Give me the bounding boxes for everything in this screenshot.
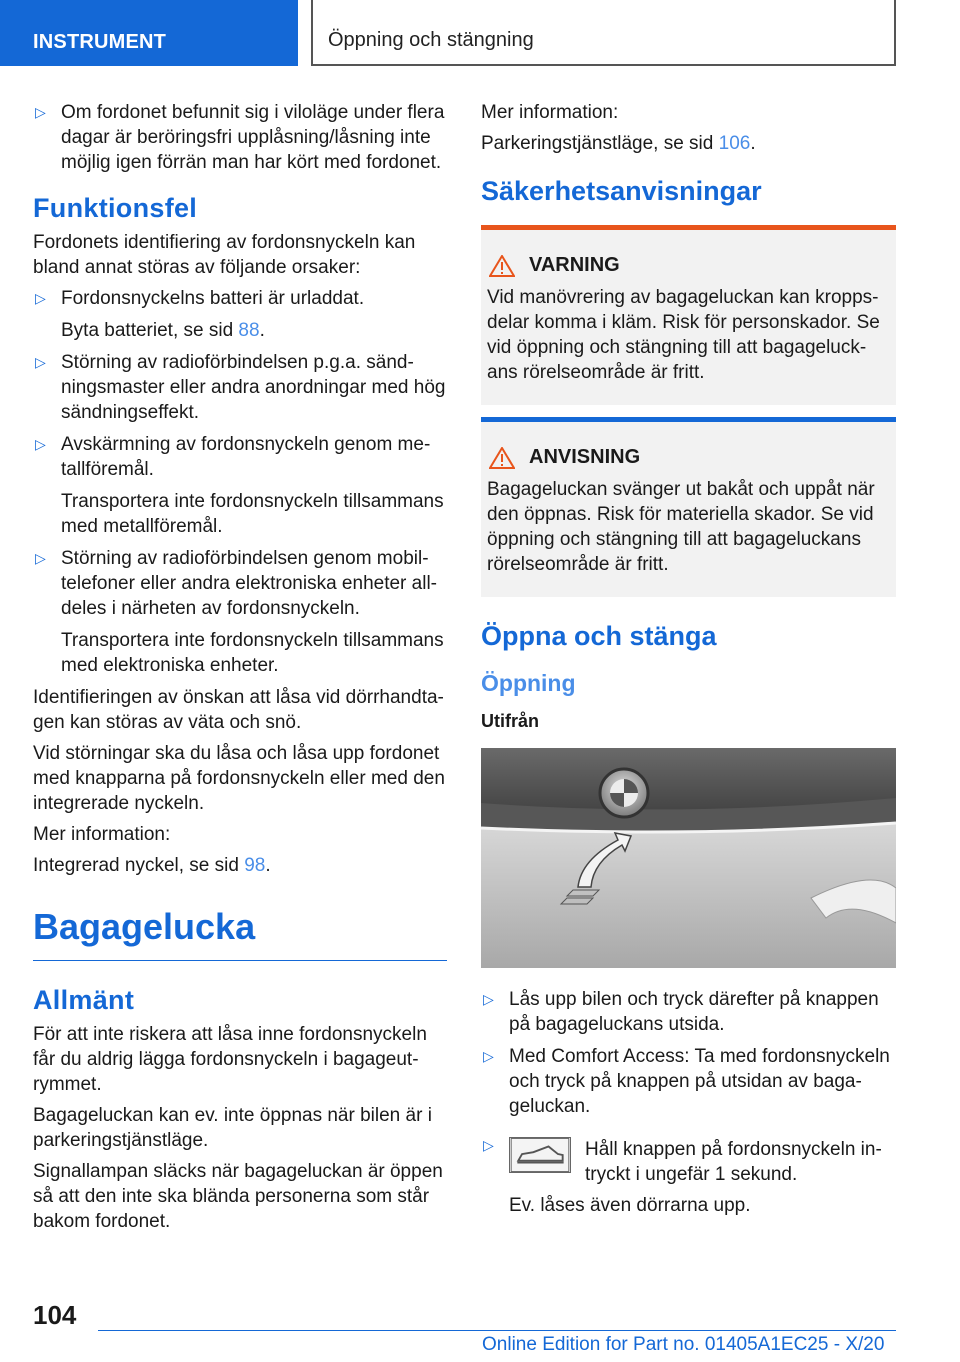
header-chapter-box <box>311 0 896 66</box>
list-item-text: Håll knappen på fordonsnyckeln intryckt i ungefär 1 sekund. <box>585 1139 882 1185</box>
page-number: 104 <box>33 1300 77 1330</box>
list-item: ▷ Störning av radioförbindelsen genom mobiltelefoner eller andra elektroniska enheter alldeles i närheten av fordonsnyckeln. <box>35 548 437 619</box>
heading-allmant: Allmänt <box>33 985 135 1015</box>
trunk-button-illustration <box>481 748 896 968</box>
notice-box <box>481 417 896 597</box>
heading-funktionsfel: Funktionsfel <box>33 193 198 223</box>
list-item-detail: Transportera inte fordonsnyckeln tillsammans med elektroniska enheter. <box>61 630 444 676</box>
list-item: ▷ Fordonsnyckelns batteri är urladdat. <box>35 288 365 309</box>
paragraph: Mer information: <box>33 824 171 845</box>
footer-edition: Online Edition for Part no. 01405A1EC25 - X/20 <box>482 1334 885 1355</box>
warning-triangle-icon <box>489 447 515 469</box>
triangle-right-icon: ▷ <box>483 1137 494 1153</box>
page-link-88[interactable]: 88 <box>238 320 260 341</box>
triangle-right-icon: ▷ <box>35 550 46 566</box>
paragraph: Parkeringstjänstläge, se sid 106. <box>481 133 756 154</box>
heading-open-close: Öppna och stänga <box>481 621 717 651</box>
paragraph: Signallampan släcks när bagageluckan är öppen så att den inte ska blända personerna som står bakom fordonet. <box>33 1161 443 1232</box>
warning-text: Vid manövrering av bagageluckan kan kroppsdelar komma i kläm. Risk för personskador. Se vid öppning och stängning till att bagageluckans rörelseområde är fritt. <box>487 287 880 383</box>
list-item-detail: Ev. låses även dörrarna upp. <box>509 1195 751 1216</box>
heading-safety: Säkerhetsanvisningar <box>481 176 762 206</box>
triangle-right-icon: ▷ <box>483 991 494 1007</box>
paragraph: För att inte riskera att låsa inne fordonsnyckeln får du aldrig lägga fordonsnyckeln i bagageutrymmet. <box>33 1024 427 1095</box>
heading-bagagelucka: Bagagelucka <box>33 906 447 961</box>
header-section-tab <box>0 0 298 66</box>
notice-text: Bagageluckan svänger ut bakåt och uppåt när den öppnas. Risk för materiella skador. Se vid öppning och stängning till att bagageluckans rörelseområde är fritt. <box>487 479 875 575</box>
list-item: ▷ Lås upp bilen och tryck därefter på knappen på bagageluckans utsida. <box>483 989 879 1035</box>
paragraph: Identifieringen av önskan att låsa vid dörrhandtagen kan störas av väta och snö. <box>33 687 444 733</box>
list-item: ▷ Avskärmning av fordonsnyckeln genom metallföremål. <box>35 434 431 480</box>
warning-title: VARNING <box>487 254 888 277</box>
paragraph: Fordonets identifiering av fordonsnyckeln kan bland annat störas av följande orsaker: <box>33 232 416 278</box>
header-section-label: INSTRUMENT <box>33 31 167 53</box>
paragraph: Integrerad nyckel, se sid 98. <box>33 855 271 876</box>
paragraph: Mer information: <box>481 102 619 123</box>
header-chapter-label: Öppning och stängning <box>328 29 534 51</box>
triangle-right-icon: ▷ <box>35 354 46 370</box>
page-link-98[interactable]: 98 <box>244 855 266 876</box>
right-column <box>481 100 896 1225</box>
heading-outside: Utifrån <box>481 711 539 731</box>
left-column <box>33 100 447 1240</box>
list-item-detail: Transportera inte fordonsnyckeln tillsammans med metallföremål. <box>61 491 444 537</box>
paragraph: Bagageluckan kan ev. inte öppnas när bilen är i parkeringstjänstläge. <box>33 1105 432 1151</box>
list-item-detail: Byta batteriet, se sid 88. <box>61 320 265 341</box>
list-item: ▷ Med Comfort Access: Ta med fordonsnyckeln och tryck på knappen på utsidan av bagageluckan. <box>483 1046 890 1117</box>
page-link-106[interactable]: 106 <box>718 133 751 154</box>
list-item: ▷ Om fordonet befunnit sig i viloläge under flera dagar är beröringsfri upplåsning/låsning inte möjlig igen förrän man har kört med fordonet. <box>35 102 445 173</box>
list-item <box>481 1137 896 1187</box>
triangle-right-icon: ▷ <box>35 290 46 306</box>
triangle-right-icon: ▷ <box>483 1048 494 1064</box>
notice-title: ANVISNING <box>487 446 888 469</box>
heading-opening: Öppning <box>481 670 576 696</box>
paragraph: Vid störningar ska du låsa och låsa upp fordonet med knapparna på fordonsnyckeln eller med den integrerade nyckeln. <box>33 743 445 814</box>
warning-box <box>481 225 896 405</box>
warning-triangle-icon <box>489 255 515 277</box>
footer-divider <box>98 1330 896 1331</box>
triangle-right-icon: ▷ <box>35 436 46 452</box>
list-item: ▷ Störning av radioförbindelsen p.g.a. sändningsmaster eller andra anordningar med hög sändningseffekt. <box>35 352 446 423</box>
triangle-right-icon: ▷ <box>35 104 46 120</box>
trunk-key-button-icon <box>509 1137 571 1173</box>
